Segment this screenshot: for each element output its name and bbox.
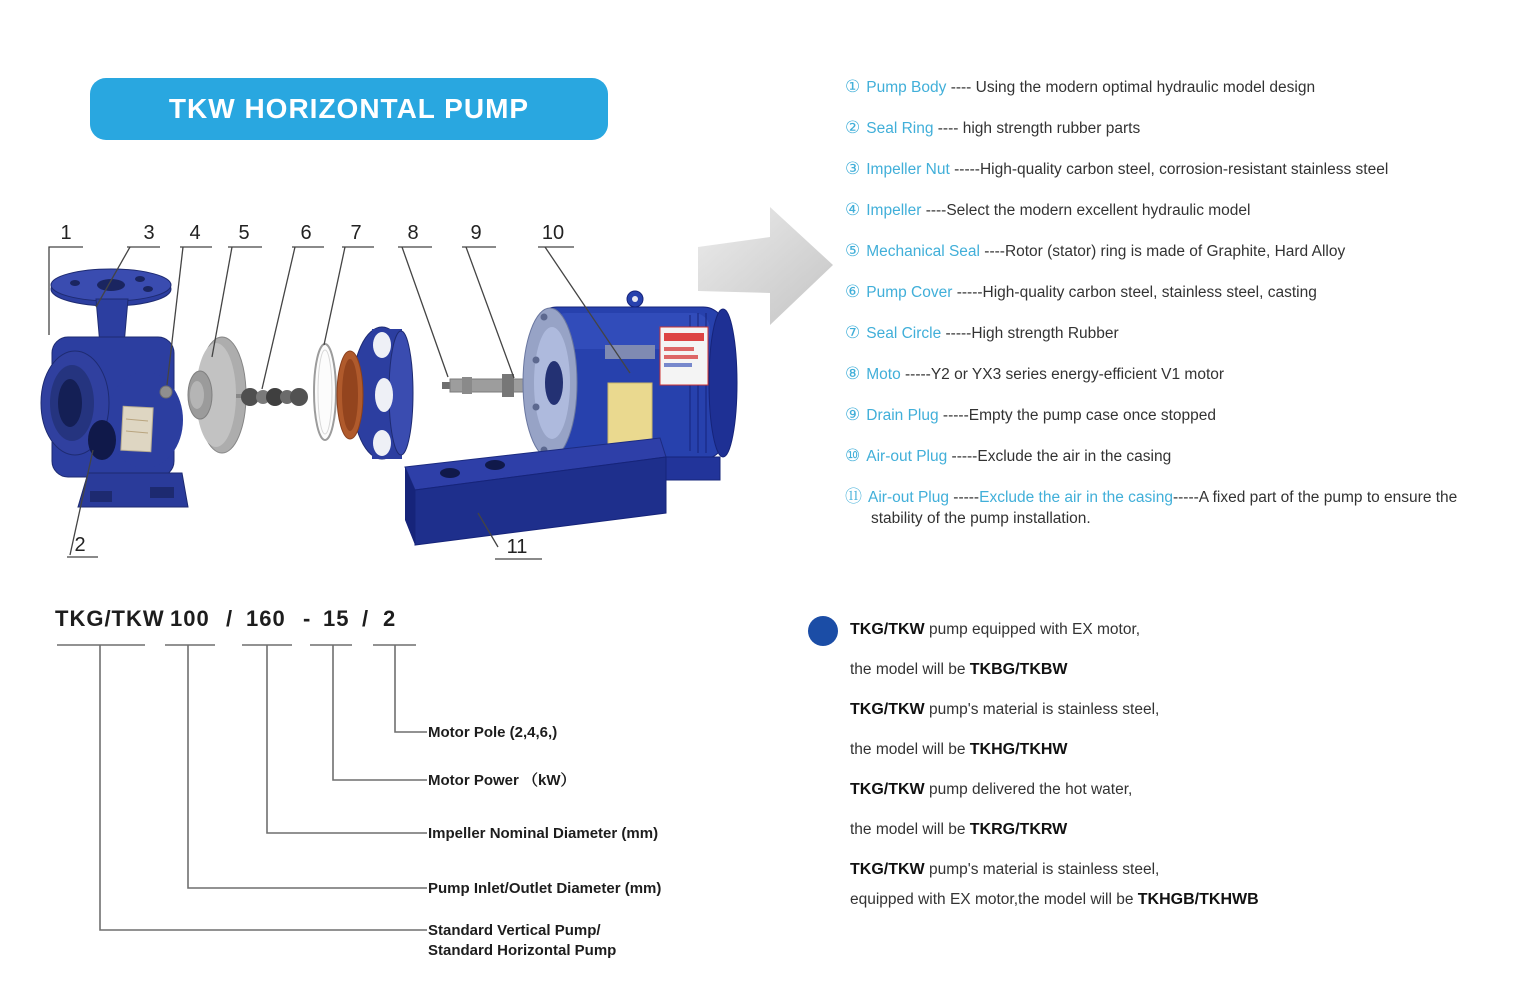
part-name: Drain Plug: [866, 407, 939, 424]
part-item: [845, 117, 1495, 139]
part-desc: High-quality carbon steel, corrosion-resistant stainless steel: [979, 161, 1389, 178]
note-bullet-icon: [808, 616, 838, 646]
base-plate-part: [405, 438, 666, 545]
part-number-icon: ⑩: [845, 446, 861, 465]
part-item: [845, 281, 1495, 303]
note-model-name: TKHGB/TKHWB: [1137, 891, 1259, 908]
model-code-label: [428, 723, 557, 743]
callout-number: 11: [506, 536, 528, 558]
note-line: [850, 739, 1410, 761]
model-code-segment: /: [226, 606, 234, 631]
note-text: pump's material is stainless steel,: [924, 861, 1160, 878]
part-item: [845, 322, 1495, 344]
part-name: Pump Body: [866, 79, 947, 96]
part-separator: -----: [900, 366, 931, 383]
part-name: Mechanical Seal: [866, 243, 980, 260]
part-number-icon: ①: [845, 77, 861, 96]
part-number-icon: ②: [845, 118, 861, 137]
callout-number: 9: [470, 222, 482, 244]
note-line: [850, 659, 1410, 681]
part-separator: ----: [921, 202, 947, 219]
note-model-name: TKHG/TKHW: [969, 741, 1068, 758]
part-number-icon: ⑧: [845, 364, 861, 383]
part-separator: -----: [1172, 489, 1199, 506]
part-item: [845, 363, 1495, 385]
note-line: [850, 699, 1410, 721]
callout-number: 2: [74, 534, 86, 556]
right-arrow-icon: [698, 207, 833, 325]
part-separator: ----: [933, 120, 963, 137]
model-code-label-line: Motor Power （kW）: [428, 772, 576, 789]
part-separator: -----: [949, 161, 980, 178]
pump-exploded-diagram: [30, 195, 840, 580]
model-code-label: [428, 879, 661, 899]
part-name: Seal Circle: [866, 325, 942, 342]
note-model-name: TKG/TKW: [850, 781, 925, 798]
note-text: the model will be: [850, 821, 970, 838]
callout-number: 5: [238, 222, 250, 244]
model-code-segment: /: [362, 606, 370, 631]
part-desc: Using the modern optimal hydraulic model design: [975, 79, 1316, 96]
model-code-segment: TKG/TKW: [55, 606, 165, 631]
model-notes: [850, 619, 1410, 929]
part-desc: Y2 or YX3 series energy-efficient V1 motor: [930, 366, 1225, 383]
note-text: pump equipped with EX motor,: [924, 621, 1141, 638]
part-desc: High-quality carbon steel, stainless steel, casting: [982, 284, 1317, 301]
part-name: Impeller Nut: [866, 161, 950, 178]
callout-number: 7: [350, 222, 362, 244]
note-line: [850, 819, 1410, 841]
part-desc: high strength rubber parts: [962, 120, 1141, 137]
part-item: [845, 76, 1495, 98]
part-desc: Exclude the air in the casing: [977, 448, 1172, 465]
note-line: [850, 619, 1410, 641]
part-item: [845, 404, 1495, 426]
callout-number: 6: [300, 222, 312, 244]
note-line: [850, 859, 1410, 881]
note-text: the model will be: [850, 741, 970, 758]
part-item: [845, 445, 1495, 467]
part-item: [845, 486, 1495, 529]
part-separator: -----: [948, 489, 980, 506]
part-number-icon: ⑤: [845, 241, 861, 260]
model-code-label-line: Impeller Nominal Diameter (mm): [428, 825, 659, 842]
part-number-icon: ⑪: [845, 487, 862, 506]
part-name: Pump Cover: [866, 284, 953, 301]
note-text: pump's material is stainless steel,: [924, 701, 1160, 718]
part-name: Moto: [866, 366, 901, 383]
model-code-label-line: Pump Inlet/Outlet Diameter (mm): [428, 880, 662, 897]
note-model-name: TKRG/TKRW: [969, 821, 1068, 838]
callout-number: 3: [143, 222, 155, 244]
part-separator: ----: [979, 243, 1005, 260]
note-model-name: TKG/TKW: [850, 621, 925, 638]
note-model-name: TKBG/TKBW: [969, 661, 1068, 678]
model-code-segment: 160: [246, 606, 286, 631]
note-text: equipped with EX motor,the model will be: [850, 891, 1138, 908]
note-text: the model will be: [850, 661, 970, 678]
seal-circle-part: [314, 344, 336, 440]
model-code-segment: 2: [383, 606, 397, 631]
model-code-label: [428, 824, 658, 844]
note-model-name: TKG/TKW: [850, 861, 925, 878]
part-name: Impeller: [866, 202, 922, 219]
model-code-tree: [30, 640, 730, 970]
callout-number: 4: [189, 222, 201, 244]
title-banner: [90, 78, 608, 140]
note-text: pump delivered the hot water,: [924, 781, 1133, 798]
model-code-label: [428, 771, 576, 791]
part-number-icon: ⑨: [845, 405, 861, 424]
model-code-label: [428, 921, 616, 961]
part-desc: Select the modern excellent hydraulic model: [946, 202, 1251, 219]
part-name: Air-out Plug: [866, 448, 948, 465]
part-desc-highlight: Exclude the air in the casing: [979, 489, 1173, 506]
model-code-label-line: Standard Vertical Pump/: [428, 922, 601, 939]
part-separator: ----: [946, 79, 976, 96]
part-number-icon: ④: [845, 200, 861, 219]
pump-cover-part: [337, 327, 413, 459]
model-code-label-line: Standard Horizontal Pump: [428, 942, 617, 959]
part-number-icon: ③: [845, 159, 861, 178]
model-code-segment: 15: [323, 606, 350, 631]
parts-list: [845, 76, 1495, 548]
part-item: [845, 158, 1495, 180]
note-line: [850, 889, 1410, 911]
part-number-icon: ⑥: [845, 282, 861, 301]
part-number-icon: ⑦: [845, 323, 861, 342]
part-item: [845, 240, 1495, 262]
model-code-segment: 100: [170, 606, 210, 631]
model-code-segment: -: [303, 606, 312, 631]
callout-number: 1: [60, 222, 72, 244]
part-desc: High strength Rubber: [971, 325, 1119, 342]
part-desc: A fixed part of the pump to ensure the stability of the pump installation.: [871, 489, 1458, 527]
callout-number: 8: [407, 222, 419, 244]
part-separator: -----: [938, 407, 969, 424]
part-name: Air-out Plug: [868, 489, 949, 506]
part-separator: -----: [947, 448, 978, 465]
note-line: [850, 779, 1410, 801]
part-name: Seal Ring: [866, 120, 934, 137]
note-model-name: TKG/TKW: [850, 701, 925, 718]
part-desc: Empty the pump case once stopped: [968, 407, 1217, 424]
page-title: TKW HORIZONTAL PUMP: [168, 93, 530, 124]
part-item: [845, 199, 1495, 221]
mechanical-seal-part: [236, 388, 308, 406]
model-code-label-line: Motor Pole (2,4,6,): [428, 724, 558, 741]
callout-number: 10: [541, 222, 565, 244]
part-separator: -----: [941, 325, 972, 342]
part-separator: -----: [952, 284, 983, 301]
part-desc: Rotor (stator) ring is made of Graphite, Hard Alloy: [1004, 243, 1346, 260]
